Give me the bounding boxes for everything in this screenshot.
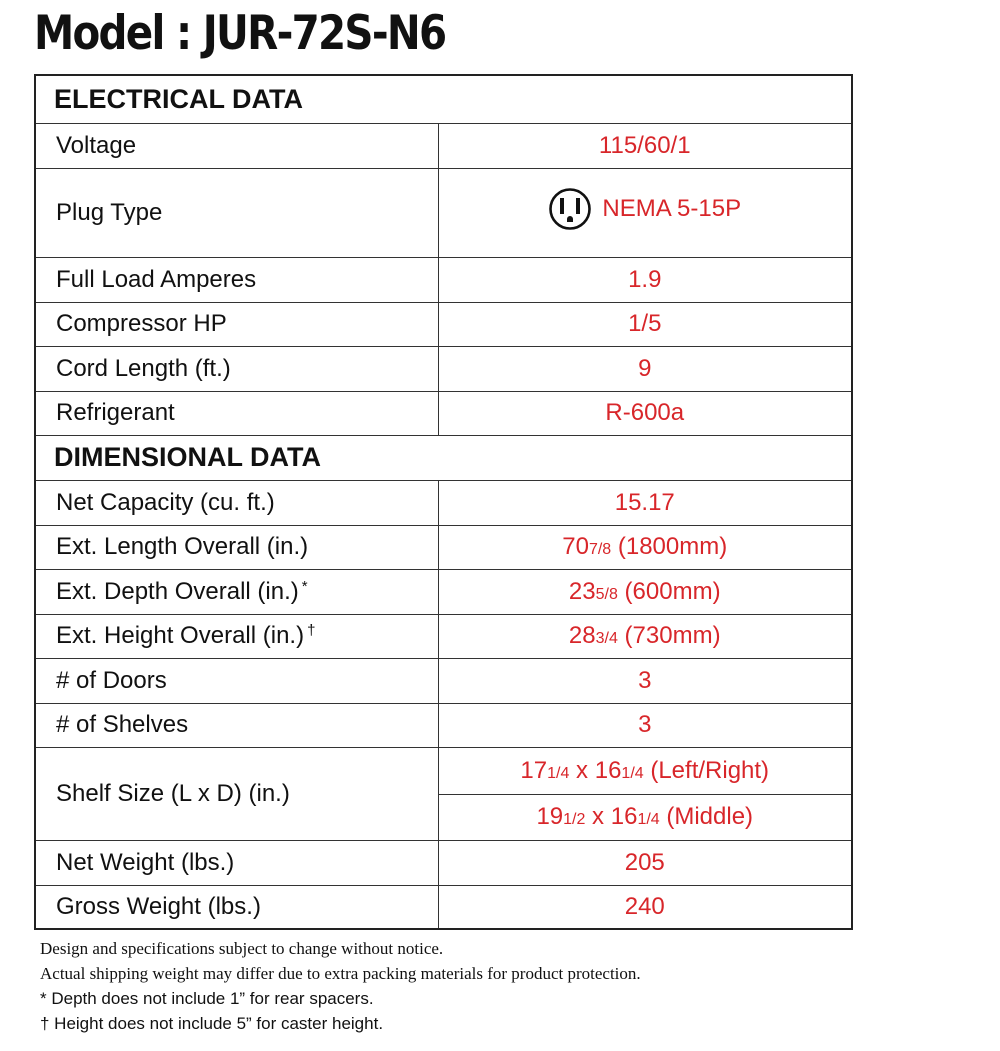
ext-length-metric: (1800mm) [611,533,728,560]
shelf-lr-depth-whole: 16 [594,756,622,784]
ext-height-label-cell [35,614,438,658]
compressor-hp-label: Compressor HP [35,302,438,346]
table-row [35,747,852,794]
table-row [35,569,852,614]
ext-height-value [438,614,852,658]
voltage-value: 115/60/1 [438,123,852,168]
table-row [35,480,852,525]
ext-depth-label: Ext. Depth Overall (in.) [56,577,299,605]
shelves-value: 3 [438,703,852,747]
ext-height-footnote-mark: † [307,622,316,639]
ext-height-whole: 28 [568,622,596,649]
table-row [35,885,852,929]
net-weight-value: 205 [438,840,852,885]
footnote-depth: * Depth does not include 1” for rear spacers. [40,989,374,1008]
table-row [35,346,852,391]
footnote-height: † Height does not include 5” for caster height. [40,1014,384,1033]
table-row [35,391,852,435]
shelf-size-middle [438,794,852,840]
ext-depth-whole: 23 [568,577,596,605]
shelf-mid-length-fraction: 1/2 [563,811,586,828]
ext-length-fraction: 7/8 [588,541,612,558]
dimensional-data-header: DIMENSIONAL DATA [35,435,852,480]
shelf-size-left-right [438,747,852,794]
ext-depth-fraction: 5/8 [595,585,618,603]
ext-length-whole: 70 [562,533,589,560]
shelf-lr-times: x [569,756,595,784]
shelf-size-label: Shelf Size (L x D) (in.) [35,747,438,840]
net-capacity-value: 15.17 [438,480,852,525]
shelf-mid-times: x [585,803,611,830]
spec-table [34,74,853,930]
table-row [35,658,852,703]
ext-height-metric: (730mm) [617,622,721,649]
plug-type-value: NEMA 5-15P [602,195,742,222]
footnote-shipping-weight: Actual shipping weight may differ due to extra packing materials for product protection. [40,964,641,983]
refrigerant-value: R-600a [438,391,852,435]
table-row [35,123,852,168]
cord-length-label: Cord Length (ft.) [35,346,438,391]
ext-height-label: Ext. Height Overall (in.) [56,622,305,649]
refrigerant-label: Refrigerant [35,391,438,435]
footnote-design-changes: Design and specifications subject to change without notice. [40,939,444,958]
table-row [35,525,852,569]
section-header-row [35,435,852,480]
plug-type-label: Plug Type [35,168,438,257]
table-row [35,257,852,302]
table-row [35,614,852,658]
shelves-label: # of Shelves [35,703,438,747]
shelf-lr-length-fraction: 1/4 [547,764,570,782]
ext-height-fraction: 3/4 [595,630,618,647]
doors-value: 3 [438,658,852,703]
table-row [35,703,852,747]
ext-length-value [438,525,852,569]
ext-depth-label-cell [35,569,438,614]
table-row [35,302,852,346]
shelf-lr-length-whole: 17 [520,756,548,784]
footnotes [40,936,641,1036]
table-row [35,168,852,257]
net-weight-label: Net Weight (lbs.) [35,840,438,885]
table-row [35,840,852,885]
shelf-lr-depth-fraction: 1/4 [621,764,644,782]
full-load-amperes-value: 1.9 [438,257,852,302]
compressor-hp-value: 1/5 [438,302,852,346]
shelf-lr-position: (Left/Right) [643,756,770,784]
plug-type-cell [438,168,852,257]
section-header-row [35,75,852,123]
page-title: Model : JUR-72S-N6 [34,6,446,61]
doors-label: # of Doors [35,658,438,703]
shelf-mid-depth-fraction: 1/4 [637,811,660,828]
cord-length-value: 9 [438,346,852,391]
gross-weight-value: 240 [438,885,852,929]
plug-type-value-wrap [548,187,741,231]
net-capacity-label: Net Capacity (cu. ft.) [35,480,438,525]
ext-depth-metric: (600mm) [617,577,721,605]
gross-weight-label: Gross Weight (lbs.) [35,885,438,929]
shelf-mid-position: (Middle) [659,803,754,830]
electrical-data-header: ELECTRICAL DATA [35,75,852,123]
ext-depth-value [438,569,852,614]
shelf-mid-length-whole: 19 [536,803,564,830]
voltage-label: Voltage [35,123,438,168]
ext-depth-footnote-mark: * [301,577,308,595]
nema-plug-icon [548,187,592,231]
shelf-mid-depth-whole: 16 [610,803,638,830]
full-load-amperes-label: Full Load Amperes [35,257,438,302]
ext-length-label: Ext. Length Overall (in.) [35,525,438,569]
